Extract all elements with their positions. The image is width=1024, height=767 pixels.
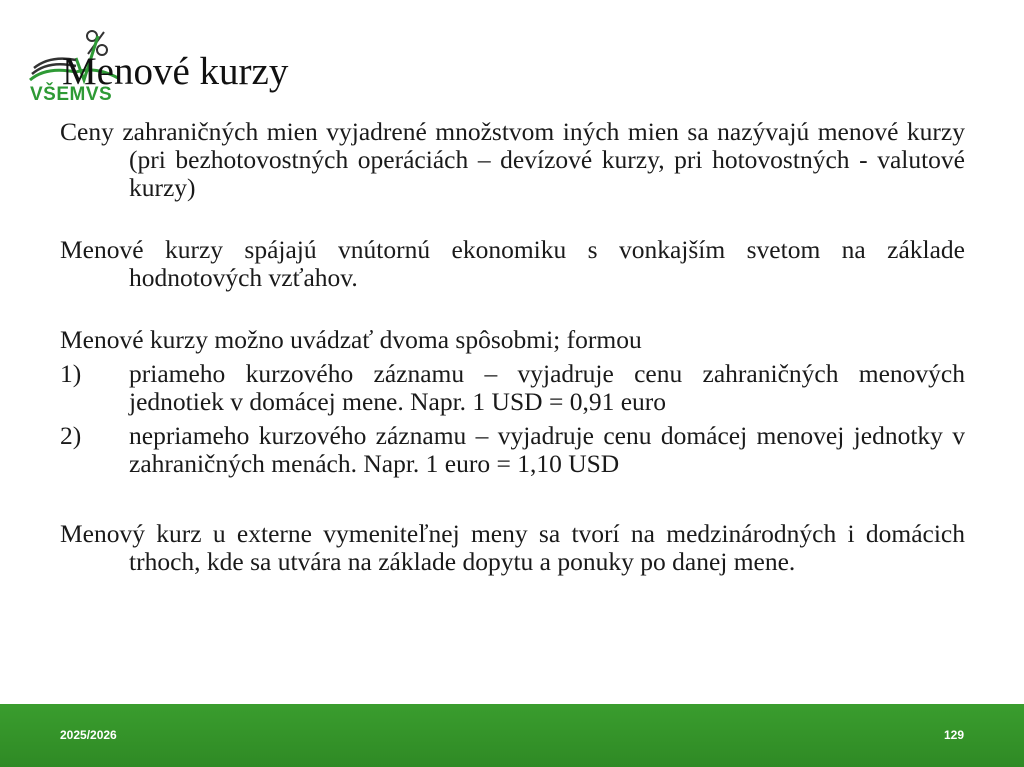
list-item-text: nepriameho kurzového záznamu – vyjadruje cenu domácej menovej jednotky v zahraničných menách. Napr. 1 euro = 1,10 USD [129,421,965,478]
logo-text: VŠEMVS [30,84,113,105]
paragraph-exchange-rate-definition: Ceny zahraničných mien vyjadrené množstvom iných mien sa nazývajú menové kurzy (pri bezhotovostných operáciách – devízové kurzy, pri hotovostných - valutové kurzy) [60,117,965,202]
list-item-number: 2) [60,421,82,450]
footer-bar [0,704,1024,767]
list-item-indirect-quotation [60,422,965,478]
paragraph-convertible-currency: Menový kurz u externe vymeniteľnej meny sa tvorí na medzinárodných i domácich trhoch, kde sa utvára na základe dopytu a ponuky po danej mene. [60,519,965,576]
paragraph-quotation-methods: Menové kurzy možno uvádzať dvoma spôsobmi; formou [60,325,642,354]
footer-academic-year: 2025/2026 [60,728,117,742]
footer-page-number: 129 [943,728,964,742]
list-item-number: 1) [60,359,82,388]
paragraph-economy-link: Menové kurzy spájajú vnútornú ekonomiku s vonkajším svetom na základe hodnotových vzťahov. [60,235,965,292]
slide-title: Menové kurzy [62,50,289,93]
list-item-text: priameho kurzového záznamu – vyjadruje cenu zahraničných menových jednotiek v domácej mene. Napr. 1 USD = 0,91 euro [129,359,965,416]
slide-content [60,118,965,576]
list-item-direct-quotation [60,360,965,416]
